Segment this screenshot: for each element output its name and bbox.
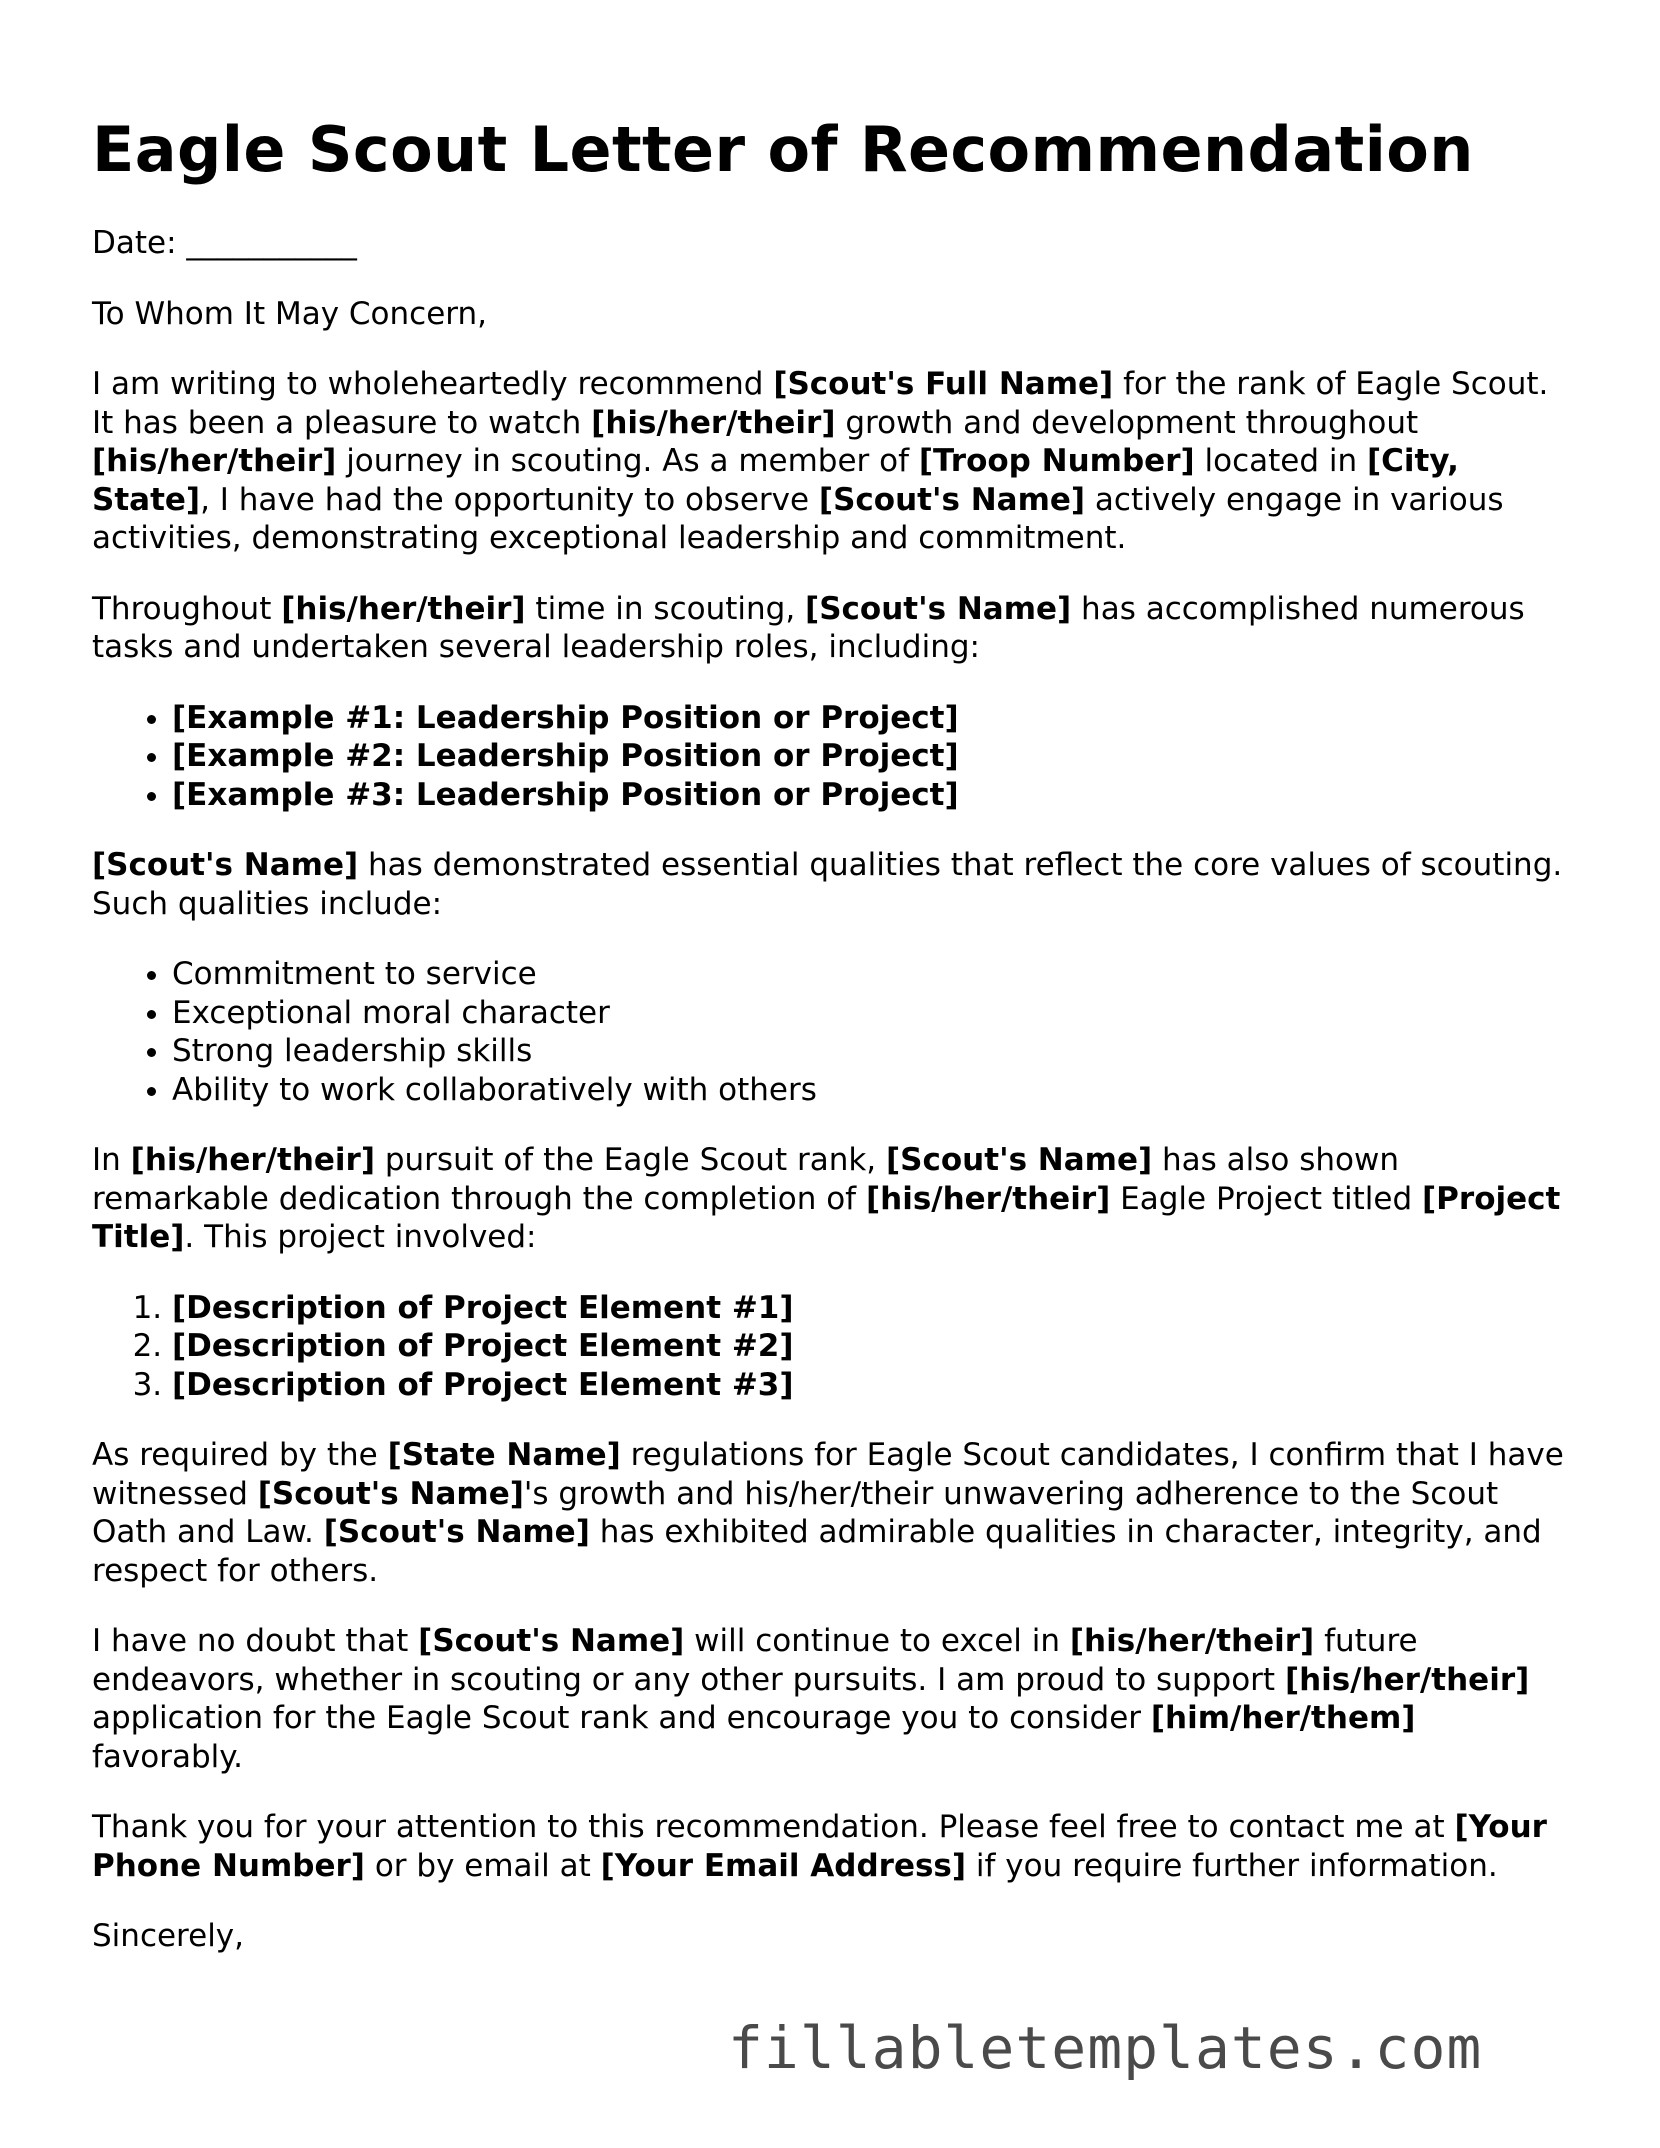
placeholder-phone-number: [Your Phone Number]	[92, 1809, 1547, 1884]
text: application for the Eagle Scout rank and encourage you to consider	[92, 1700, 1151, 1736]
placeholder-project-title: [Project Title]	[92, 1180, 1561, 1255]
list-item: • Commitment to service	[172, 955, 1572, 994]
placeholder-project-element: [Description of Project Element #2]	[172, 1328, 794, 1364]
placeholder-city-state: [City, State]	[92, 443, 1459, 518]
text: actively engage in various activities, demonstrating exceptional leadership and commitment.	[92, 481, 1504, 556]
placeholder-scout-name: [Scout's Name]	[418, 1623, 685, 1659]
list-item	[172, 737, 1572, 776]
list-item	[172, 1289, 1572, 1328]
placeholder-object-pronoun: [him/her/them]	[1150, 1700, 1416, 1736]
page-title: Eagle Scout Letter of Recommendation	[92, 113, 1474, 186]
paragraph-project	[92, 1141, 1572, 1257]
placeholder-example: [Example #2: Leadership Position or Project]	[172, 738, 959, 774]
text: has demonstrated essential qualities that reflect the core values of scouting. Such qualities include:	[92, 847, 1563, 922]
placeholder-scout-name: [Scout's Name]	[805, 590, 1072, 627]
text: future endeavors, whether in scouting or any other pursuits. I am proud to support	[92, 1623, 1418, 1698]
closing: Sincerely,	[92, 1918, 245, 1954]
paragraph-intro	[92, 365, 1572, 558]
list-item	[172, 1327, 1572, 1366]
list-item: • Ability to work collaboratively with others	[172, 1071, 1572, 1110]
text: Thank you for your attention to this recommendation. Please feel free to contact me at	[92, 1809, 1455, 1845]
paragraph-confirmation	[92, 1436, 1572, 1590]
text: located in	[1194, 443, 1368, 479]
text: has exhibited admirable qualities in character, integrity, and respect for others.	[92, 1514, 1542, 1589]
placeholder-pronoun: [his/her/their]	[130, 1142, 375, 1178]
placeholder-pronoun: [his/her/their]	[281, 590, 526, 627]
text: pursuit of the Eagle Scout rank,	[375, 1142, 887, 1178]
placeholder-scout-name: [Scout's Name]	[92, 847, 359, 883]
list-item	[172, 776, 1572, 815]
placeholder-pronoun: [his/her/their]	[1069, 1623, 1315, 1659]
placeholder-scout-name: [Scout's Name]	[323, 1514, 590, 1550]
salutation: To Whom It May Concern,	[92, 295, 487, 332]
text: Eagle Project titled	[1110, 1180, 1423, 1217]
list-item: • Strong leadership skills	[172, 1032, 1572, 1071]
paragraph-endorsement	[92, 1622, 1572, 1776]
text: I have no doubt that	[92, 1623, 419, 1659]
placeholder-scout-name: [Scout's Name]	[257, 1475, 524, 1512]
placeholder-scout-name: [Scout's Name]	[886, 1142, 1153, 1178]
placeholder-troop-number: [Troop Number]	[918, 443, 1195, 479]
text: , I have had the opportunity to observe	[200, 481, 819, 518]
placeholder-pronoun: [his/her/their]	[591, 404, 836, 441]
text: has also shown remarkable dedication through the completion of	[92, 1142, 1400, 1217]
list-item: • Exceptional moral character	[172, 994, 1572, 1033]
list-item	[172, 1366, 1572, 1405]
examples-list	[92, 699, 1572, 815]
text: 's growth and his/her/their unwavering adherence to the Scout Oath and Law.	[92, 1475, 1499, 1550]
placeholder-email-address: [Your Email Address]	[600, 1847, 967, 1884]
date-line	[92, 224, 1572, 263]
date-blank: ___________	[186, 225, 357, 261]
qualities-list	[92, 955, 1572, 1109]
text: for the rank of Eagle Scout. It has been a pleasure to watch	[92, 366, 1549, 441]
placeholder-example: [Example #1: Leadership Position or Project]	[172, 699, 959, 736]
text: I am writing to wholeheartedly recommend	[92, 366, 774, 402]
text: journey in scouting. As a member of	[336, 443, 919, 479]
placeholder-state-name: [State Name]	[387, 1437, 621, 1473]
paragraph-qualities	[92, 846, 1572, 923]
list-item	[172, 699, 1572, 738]
placeholder-pronoun: [his/her/their]	[92, 443, 337, 479]
letter-document	[92, 112, 1572, 1988]
date-label: Date:	[92, 225, 177, 261]
text: . This project involved:	[184, 1219, 537, 1255]
text: if you require further information.	[966, 1847, 1498, 1884]
text: time in scouting,	[525, 590, 806, 627]
text: As required by the	[92, 1437, 388, 1473]
text: regulations for Eagle Scout candidates, I confirm that I have witnessed	[92, 1437, 1564, 1512]
watermark: fillabletemplates.com	[728, 2014, 1483, 2082]
placeholder-pronoun: [his/her/their]	[865, 1180, 1111, 1217]
project-elements-list	[92, 1289, 1572, 1405]
text: or by email at	[364, 1847, 601, 1884]
placeholder-scout-full-name: [Scout's Full Name]	[773, 366, 1114, 402]
text: will continue to excel in	[684, 1623, 1070, 1659]
placeholder-project-element: [Description of Project Element #1]	[172, 1289, 794, 1326]
paragraph-accomplishments	[92, 590, 1572, 667]
text: favorably.	[92, 1738, 244, 1775]
placeholder-pronoun: [his/her/their]	[1284, 1661, 1530, 1698]
text: Throughout	[92, 590, 282, 627]
placeholder-project-element: [Description of Project Element #3]	[172, 1366, 794, 1403]
paragraph-contact	[92, 1808, 1572, 1885]
text: has accomplished numerous tasks and undertaken several leadership roles, including:	[92, 590, 1525, 665]
text: growth and development throughout	[835, 404, 1419, 441]
placeholder-example: [Example #3: Leadership Position or Project]	[172, 776, 959, 813]
placeholder-scout-name: [Scout's Name]	[818, 481, 1086, 518]
text: In	[92, 1142, 131, 1178]
